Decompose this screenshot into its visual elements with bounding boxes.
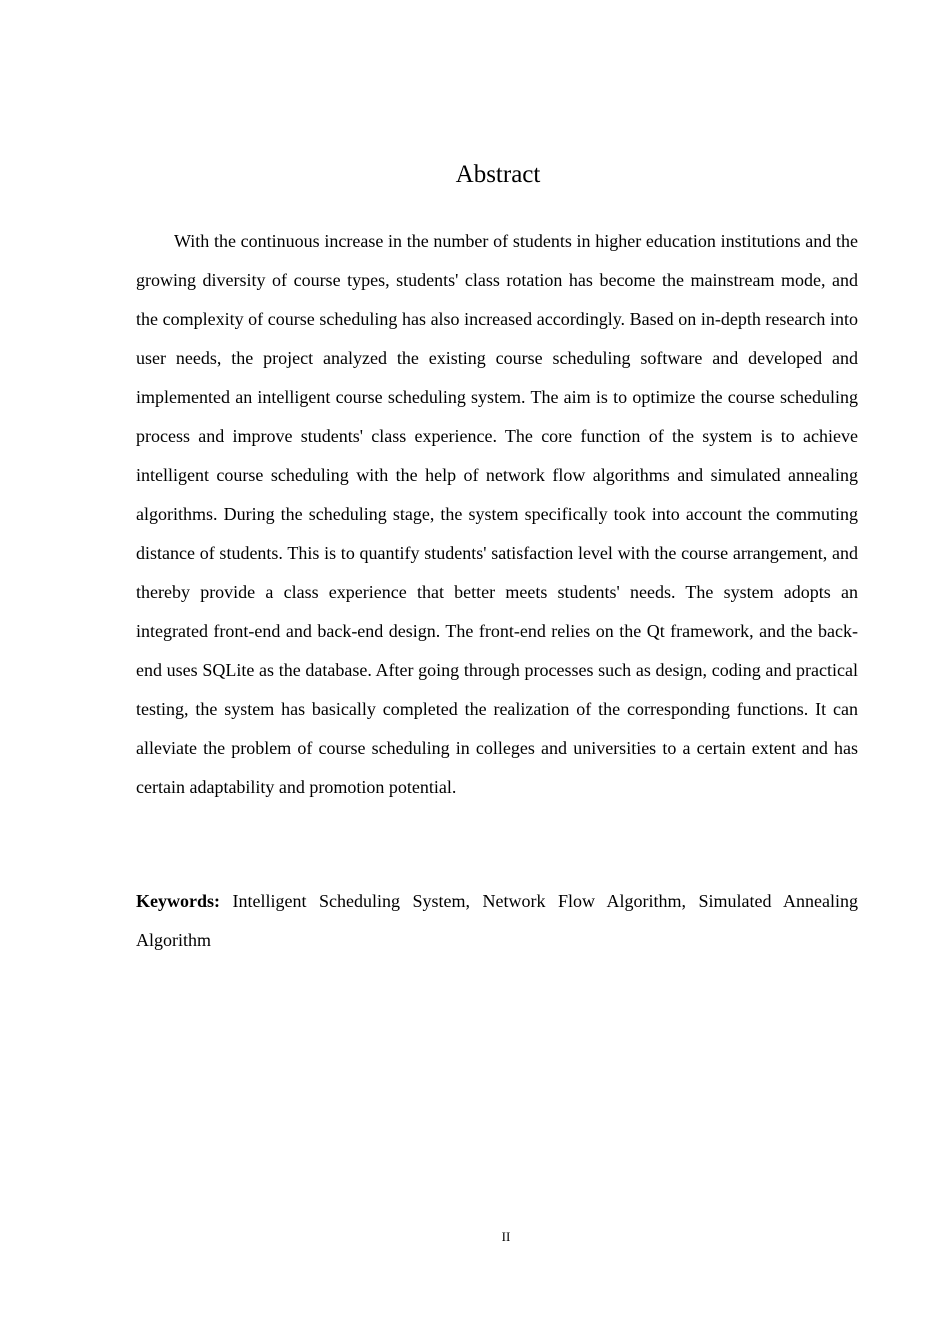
abstract-body [136, 222, 858, 807]
keywords-line [136, 882, 858, 960]
abstract-paragraph: With the continuous increase in the number of students in higher education institutions and the growing diversity of course types, students' class rotation has become the mainstream mode, and the complexity of course scheduling has also increased accordingly. Based on in-depth research into user needs, the project analyzed the existing course scheduling software and developed and implemented an intelligent course scheduling system. The aim is to optimize the course scheduling process and improve students' class experience. The core function of the system is to achieve intelligent course scheduling with the help of network flow algorithms and simulated annealing algorithms. During the scheduling stage, the system specifically took into account the commuting distance of students. This is to quantify students' satisfaction level with the course arrangement, and thereby provide a class experience that better meets students' needs. The system adopts an integrated front-end and back-end design. The front-end relies on the Qt framework, and the back-end uses SQLite as the database. After going through processes such as design, coding and practical testing, the system has basically completed the realization of the corresponding functions. It can alleviate the problem of course scheduling in colleges and universities to a certain extent and has certain adaptability and promotion potential. [136, 231, 858, 797]
page-number: II [501, 1229, 511, 1244]
keywords-text: Intelligent Scheduling System, Network Flow Algorithm, Simulated Annealing Algorithm [136, 891, 858, 950]
keywords-label: Keywords: [136, 891, 220, 911]
page-title: Abstract [455, 161, 541, 188]
